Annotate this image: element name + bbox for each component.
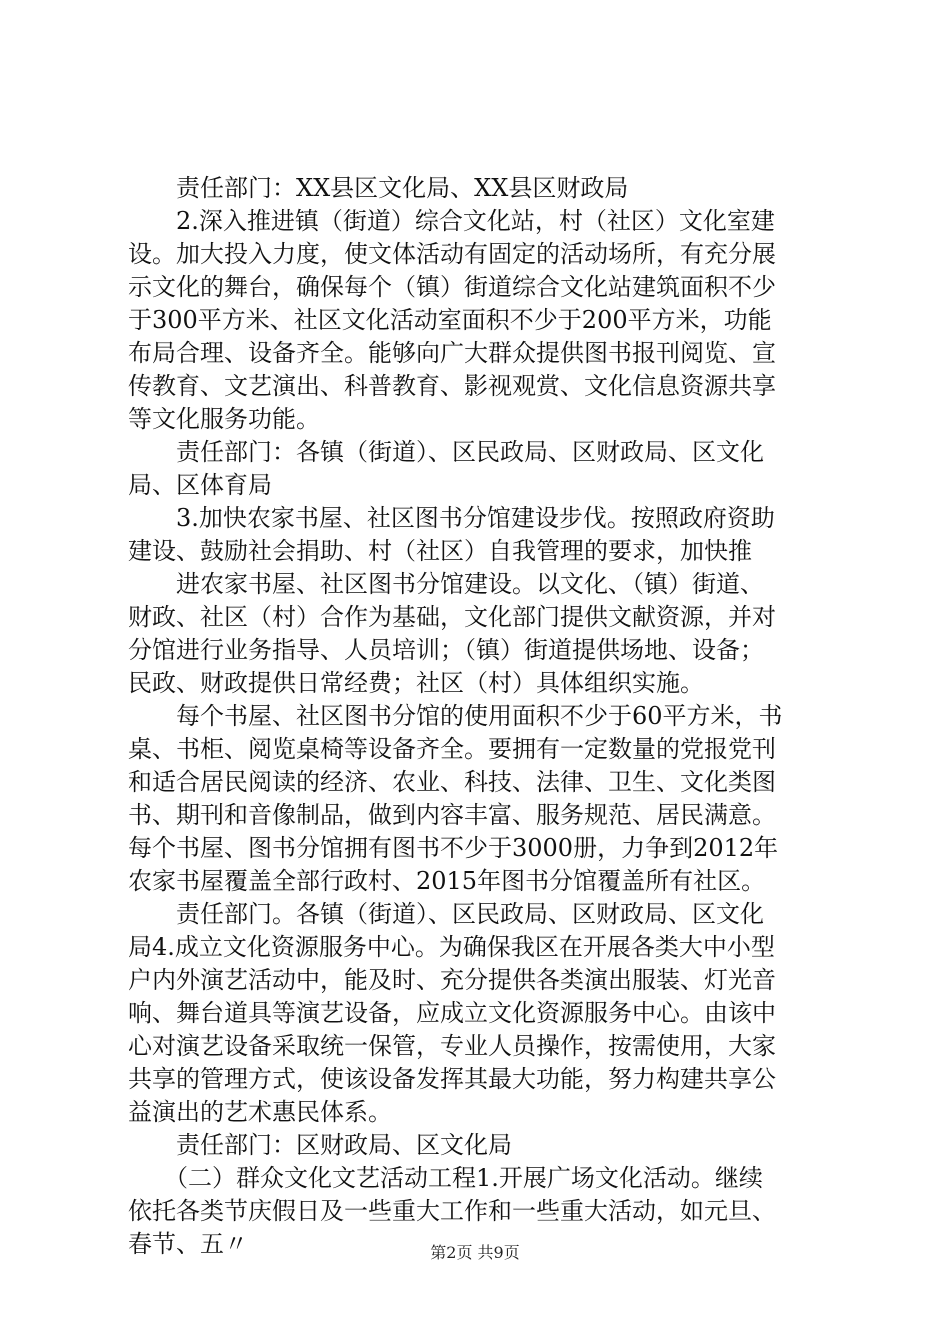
text-line: 于300平方米、社区文化活动室面积不少于200平方米，功能 <box>128 306 772 334</box>
page-number-footer: 第2页 共9页 <box>430 1243 520 1262</box>
text-line: 农家书屋覆盖全部行政村、2015年图书分馆覆盖所有社区。 <box>128 867 766 895</box>
text-line: 责任部门：各镇（街道）、区民政局、区财政局、区文化 <box>128 438 764 466</box>
text-line: 局、区体育局 <box>128 471 272 499</box>
text-line: 民政、财政提供日常经费；社区（村）具体组织实施。 <box>128 669 704 697</box>
text-line: 布局合理、设备齐全。能够向广大群众提供图书报刊阅览、宣 <box>128 339 776 367</box>
text-line: 春节、五〃 <box>128 1230 248 1258</box>
text-line: 共享的管理方式，使该设备发挥其最大功能，努力构建共享公 <box>128 1065 776 1093</box>
text-line: 每个书屋、图书分馆拥有图书不少于3000册，力争到2012年 <box>128 834 779 862</box>
text-line: 桌、书柜、阅览桌椅等设备齐全。要拥有一定数量的党报党刊 <box>128 735 776 763</box>
text-line: 等文化服务功能。 <box>128 405 320 433</box>
text-line: 责任部门：区财政局、区文化局 <box>128 1131 512 1159</box>
text-line: 责任部门。各镇（街道）、区民政局、区财政局、区文化 <box>128 900 764 928</box>
text-line: 局4.成立文化资源服务中心。为确保我区在开展各类大中小型 <box>128 933 775 961</box>
text-line: 依托各类节庆假日及一些重大工作和一些重大活动，如元旦、 <box>128 1197 776 1225</box>
text-line: 分馆进行业务指导、人员培训；（镇）街道提供场地、设备； <box>128 636 764 664</box>
text-line: 3.加快农家书屋、社区图书分馆建设步伐。按照政府资助 <box>128 504 775 532</box>
text-line: 设。加大投入力度，使文体活动有固定的活动场所，有充分展 <box>128 240 776 268</box>
text-line: 建设、鼓励社会捐助、村（社区）自我管理的要求，加快推 <box>128 537 752 565</box>
text-line: 财政、社区（村）合作为基础，文化部门提供文献资源，并对 <box>128 603 776 631</box>
text-line: 示文化的舞台，确保每个（镇）街道综合文化站建筑面积不少 <box>128 273 776 301</box>
document-body <box>128 172 828 1261</box>
text-line: 传教育、文艺演出、科普教育、影视观赏、文化信息资源共享 <box>128 372 776 400</box>
text-line: 每个书屋、社区图书分馆的使用面积不少于60平方米，书 <box>128 702 783 730</box>
text-line: 责任部门：XX县区文化局、XX县区财政局 <box>128 174 629 202</box>
text-line: 益演出的艺术惠民体系。 <box>128 1098 392 1126</box>
text-line: 进农家书屋、社区图书分馆建设。以文化、（镇）街道、 <box>128 570 764 598</box>
text-line: 户内外演艺活动中，能及时、充分提供各类演出服装、灯光音 <box>128 966 776 994</box>
text-line: 书、期刊和音像制品，做到内容丰富、服务规范、居民满意。 <box>128 801 776 829</box>
text-line: 2.深入推进镇（街道）综合文化站，村（社区）文化室建 <box>128 207 775 235</box>
text-line: 响、舞台道具等演艺设备，应成立文化资源服务中心。由该中 <box>128 999 776 1027</box>
text-line: 心对演艺设备采取统一保管，专业人员操作，按需使用，大家 <box>128 1032 776 1060</box>
text-line: （二）群众文化文艺活动工程1.开展广场文化活动。继续 <box>128 1164 763 1192</box>
text-line: 和适合居民阅读的经济、农业、科技、法律、卫生、文化类图 <box>128 768 776 796</box>
